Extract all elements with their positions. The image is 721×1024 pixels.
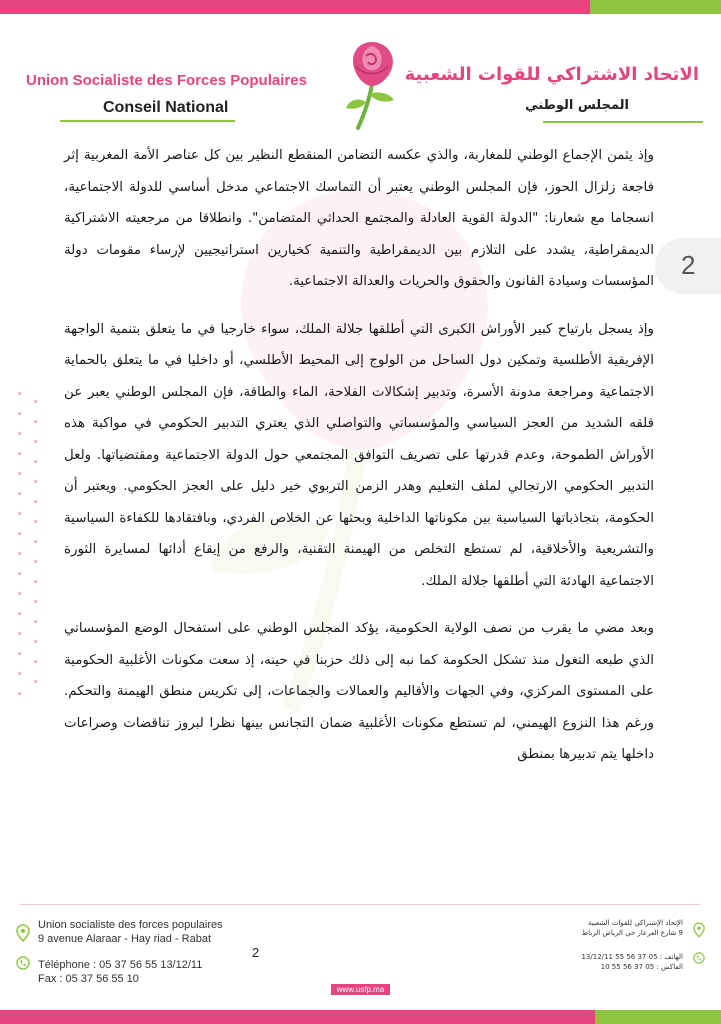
header-ar-underline [543,121,703,123]
phone-icon [693,952,705,964]
footer-ar-phone: الهاتف : 05 37 56 55 13/12/11 [581,953,683,961]
rose-icon [336,36,408,132]
header-ar-title: الاتحاد الاشتراكي للقوات الشعبية [404,64,699,85]
footer-contact-ar [581,918,683,972]
paragraph-1: وإذ يثمن الإجماع الوطني للمغاربة، والذي عكسه التضامن المنقطع النظير بين كل عناصر الأمة المغربية إثر فاجعة زلزال الحوز، فإن المجلس الوطني يعتبر أن التماسك الاجتماعي مدخل أساسي للدولة الاجتماعية، انسجاما مع شعارنا: "الدولة القوية العادلة والمجتمع الحداثي المتضامن". وانطلاقا من مرجعيته الاشتراكية الديمقراطية، يشدد على التلازم بين الديمقراطية والتنمية كخيارين استراتيجيين لإرساء مقومات دولة المؤسسات وسيادة القانون والحقوق والحريات والعدالة الاجتماعية. [64,148,654,289]
side-page-tab [655,238,721,294]
footer-fr-fax: Fax : 05 37 56 55 10 [38,973,139,985]
website-link-wrapper [0,985,721,994]
location-pin-icon [16,924,30,942]
phone-icon [16,956,30,970]
top-bar-green [590,0,721,14]
side-page-number: 2 [681,250,696,280]
decorative-dots-right [34,400,64,700]
footer-divider [20,904,700,905]
header-fr-underline [60,120,235,122]
top-bar-pink [0,0,590,14]
header-ar-council: المجلس الوطني [525,98,629,113]
footer-fr-org: Union socialiste des forces populaires [38,919,223,931]
footer-ar-org: الإتحاد الإشتراكي للقوات الشعبية [587,919,683,927]
footer-fr-phone: Téléphone : 05 37 56 55 13/12/11 [38,959,203,971]
location-pin-icon [693,922,705,938]
header-fr-council: Conseil National [103,99,229,116]
bottom-bar-green [595,1010,721,1024]
top-color-bar [0,0,721,14]
bottom-bar-pink [0,1010,595,1024]
footer-contact-fr [38,918,223,986]
footer-ar-address: 9 شارع العرعار حي الرياض الرباط [581,929,683,937]
document-body [64,140,654,787]
footer-page-number: 2 [252,945,260,960]
bottom-color-bar [0,1010,721,1024]
paragraph-3: وبعد مضي ما يقرب من نصف الولاية الحكومية، يؤكد المجلس الوطني على استفحال الوضع المؤسساتي الذي طبعه التغول منذ تشكل الحكومة كما نبه إلى ذلك حزبنا في حينه، إذ سعت مكونات الأغلبية الحكومية على المستوى المركزي، وفي الجهات والأقاليم والعمالات والجماعات، إلى تكريس منطق الهيمنة والتحكم. ورغم هذا النزوع الهيمني، لم تستطع مكونات الأغلبية ضمان التجانس بينها نظرا لبروز تناقضات وصراعات داخلها يتم تدبيرها بمنطق [64,621,654,762]
footer-ar-fax: الفاكس : 05 37 56 55 10 [600,963,683,971]
paragraph-2: وإذ يسجل بارتياح كبير الأوراش الكبرى التي أطلقها جلالة الملك، سواء خارجيا في ما يتعلق بتنمية الواجهة الإفريقية الأطلسية وتمكين دول الساحل من الولوج إلى المحيط الأطلسي، أو داخليا في ما يتعلق بالحماية الاجتماعية ومراجعة مدونة الأسرة، وتدبير إشكالات الفلاحة، الماء والطاقة، فإن المجلس الوطني يعبر عن قلقه الشديد من العجز السياسي والمؤسساتي والتواصلي الذي يعتري التدبير الحكومي في مواكبة هذه الأوراش الطموحة، وعدم قدرتها على تصريف التوافق المجتمعي حول الدولة الاجتماعية ومقتضياتها. ولعل التدبير الحكومي الارتجالي لملف التعليم وهدر الزمن التربوي خير دليل على العجز الحكومي. ويعتبر أن الحكومة، بتجاذباتها السياسية بين مكوناتها الداخلية وبحثها عن الخلاص الفردي، وبافتقادها للكفاءة السياسية والتشريعية والأخلاقية، لم تستطع التخلص من الهيمنة التقنية، والرفع من إيقاع أدائها لمسايرة الثورة الاجتماعية الهادئة التي أطلقها جلالة الملك. [64,321,654,589]
website-link[interactable]: www.usfp.ma [331,984,391,995]
footer-fr-address: 9 avenue Alaraar - Hay riad - Rabat [38,933,212,945]
header-fr-title: Union Socialiste des Forces Populaires [26,72,307,89]
